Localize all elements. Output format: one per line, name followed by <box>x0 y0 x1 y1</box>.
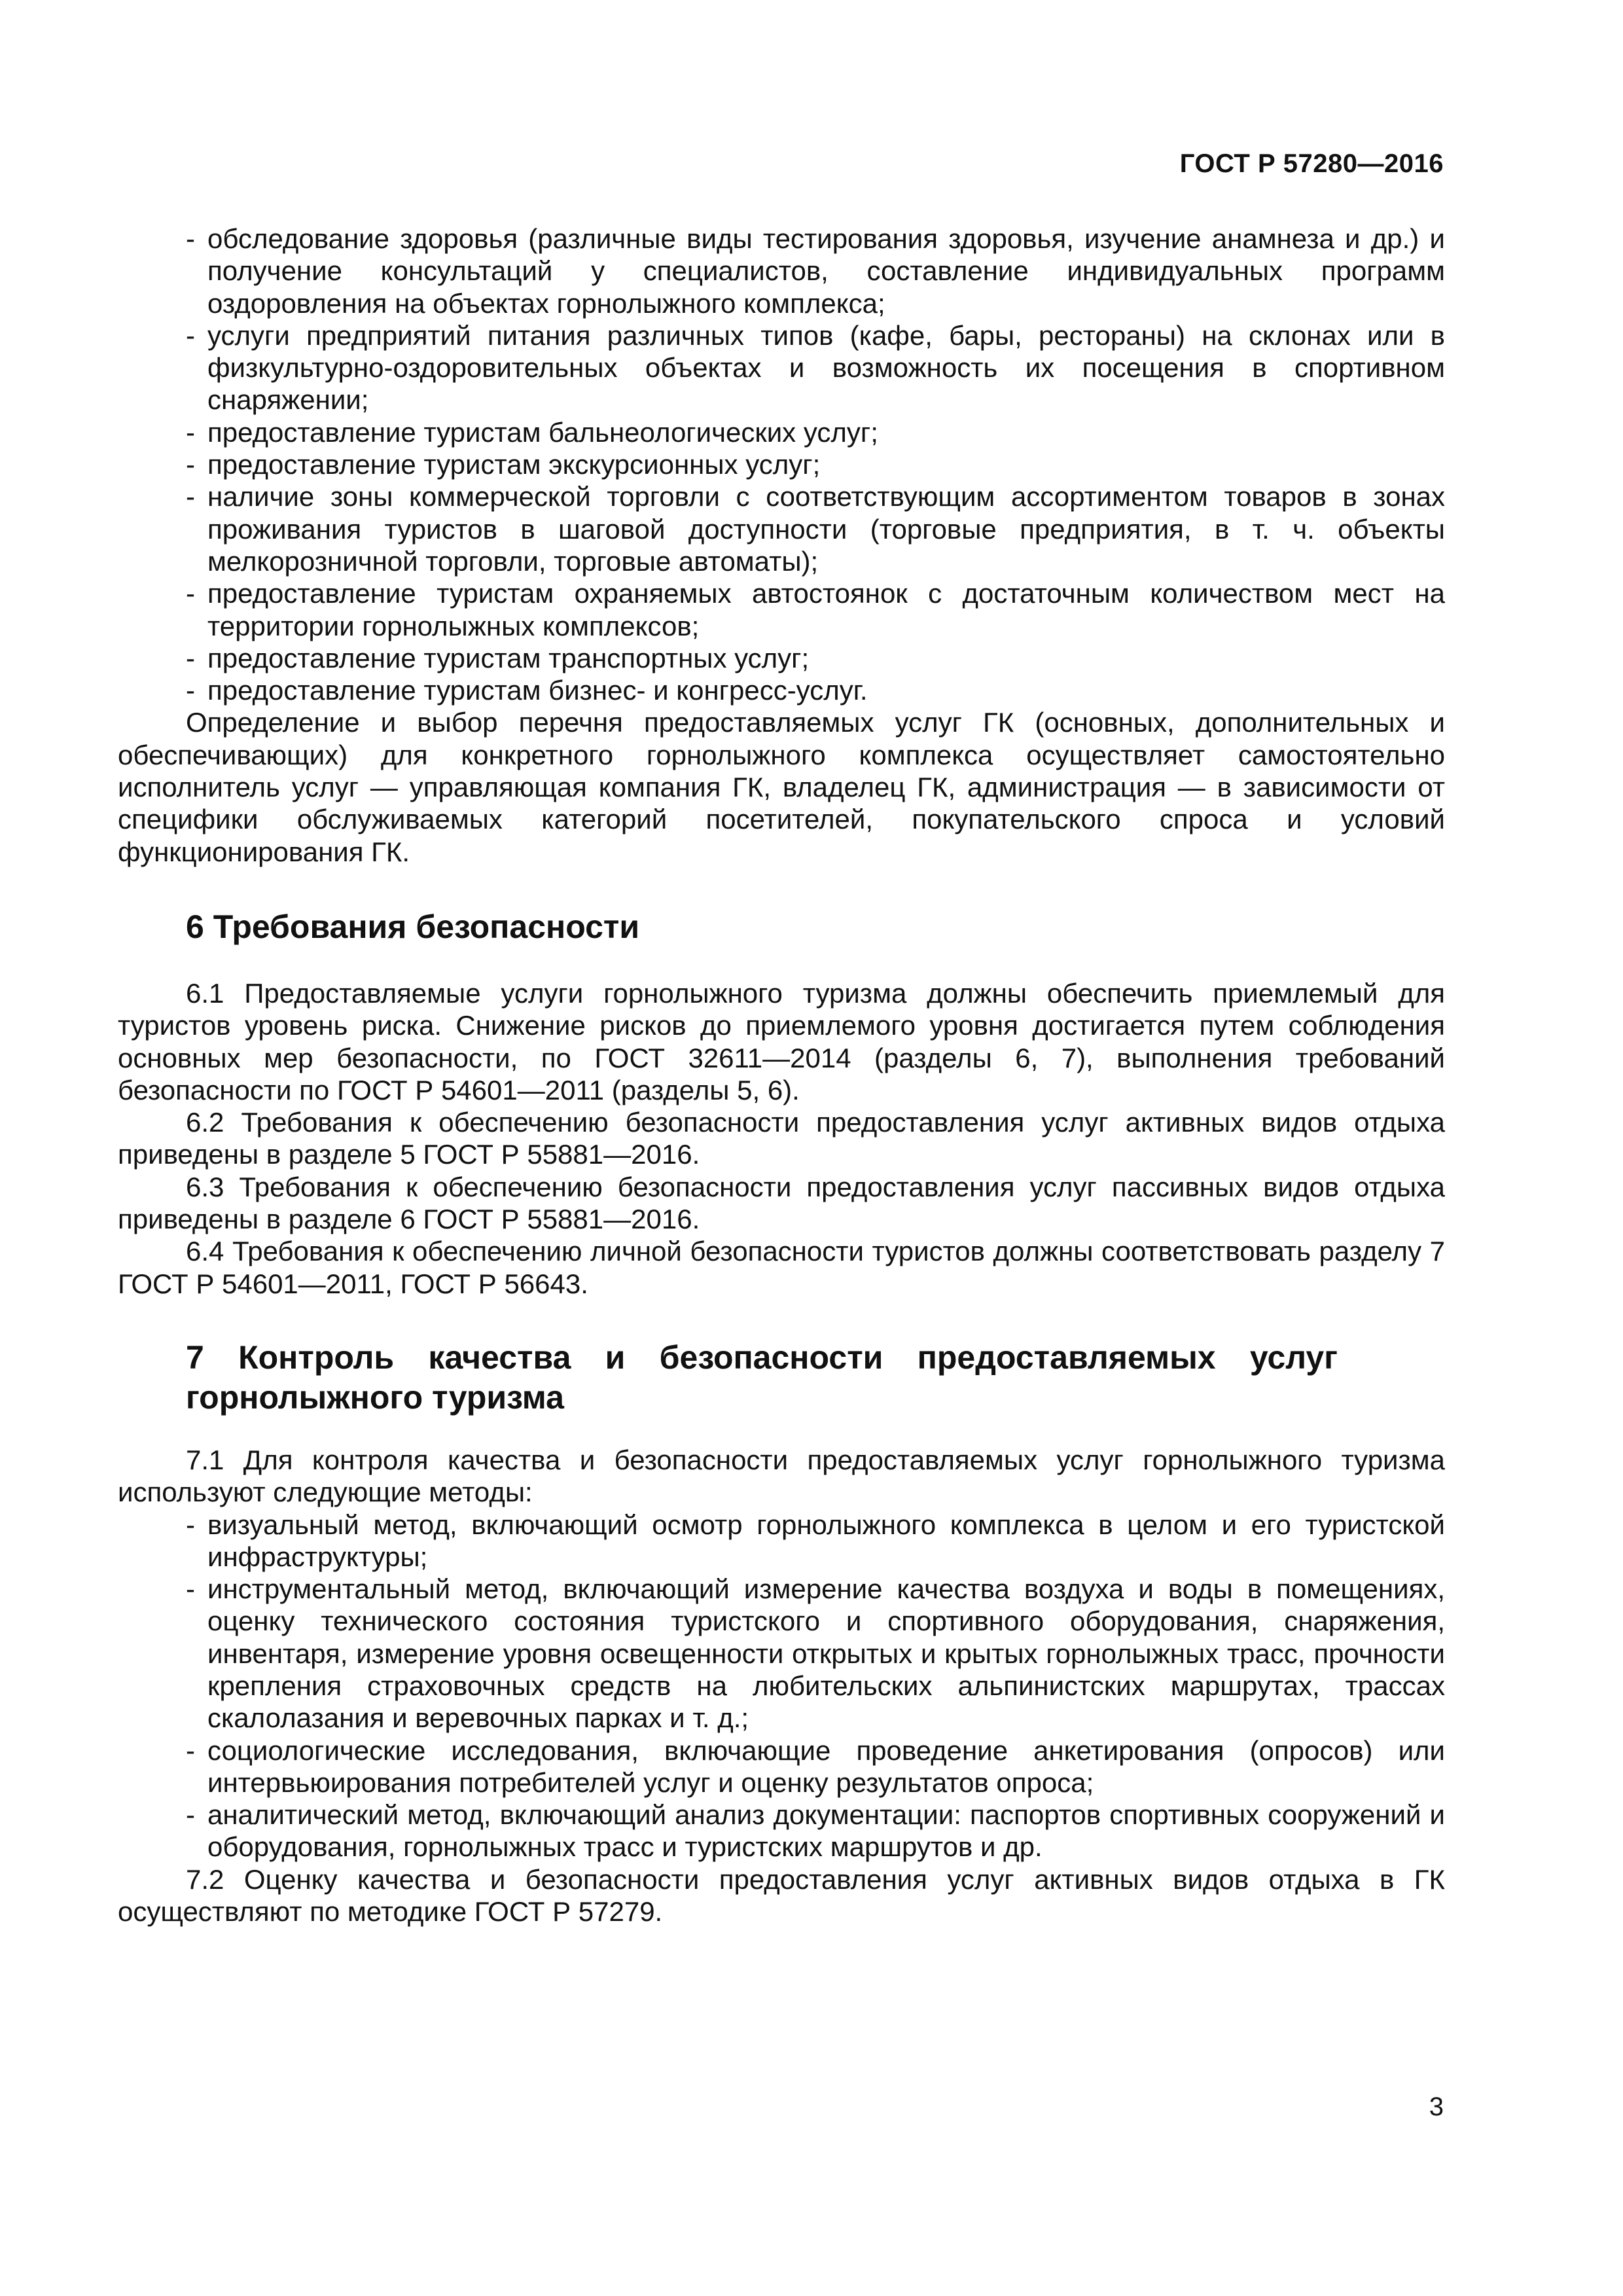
definition-paragraph: Определение и выбор перечня предоставляемых услуг ГК (основных, дополнительных и обеспечивающих) для конкретного горнолыжного комплекса осуществляет самостоятельно исполнитель услуг — управляющая компания ГК, владелец ГК, администрация — в зависимости от специфики обслуживаемых категорий посетителей, покупательского спроса и условий функционирования ГК. <box>118 707 1445 867</box>
list-item: - предоставление туристам охраняемых автостоянок с достаточным количеством мест на территории горнолыжных комплексов; <box>118 577 1445 642</box>
list-item: - предоставление туристам бальнеологических услуг; <box>118 416 1445 448</box>
list-item: - аналитический метод, включающий анализ документации: паспортов спортивных сооружений и оборудования, горнолыжных трасс и туристских маршрутов и др. <box>118 1799 1445 1863</box>
methods-list <box>118 1509 1445 1863</box>
section-7-heading: 7 Контроль качества и безопасности предоставляемых услуг горнолыжного туризма <box>186 1338 1338 1416</box>
page-body <box>118 223 1445 1928</box>
section-6-heading: 6 Требования безопасности <box>186 908 640 945</box>
list-item: - инструментальный метод, включающий измерение качества воздуха и воды в помещениях, оценку технического состояния туристского и спортивного оборудования, снаряжения, инвентаря, измерение уровня освещенности открытых и крытых горнолыжных трасс, прочности крепления страховочных средств на любительских альпинистских маршрутах, трассах скалолазания и веревочных парках и т. д.; <box>118 1573 1445 1734</box>
list-item: - обследование здоровья (различные виды тестирования здоровья, изучение анамнеза и др.) и получение консультаций у специалистов, составление индивидуальных программ оздоровления на объектах горнолыжного комплекса; <box>118 223 1445 319</box>
list-item: - социологические исследования, включающие проведение анкетирования (опросов) или интервьюирования потребителей услуг и оценку результатов опроса; <box>118 1734 1445 1799</box>
paragraph-7-2: 7.2 Оценку качества и безопасности предоставления услуг активных видов отдыха в ГК осуществляют по методике ГОСТ Р 57279. <box>118 1863 1445 1928</box>
list-item: - предоставление туристам транспортных услуг; <box>118 642 1445 674</box>
paragraph-6-4: 6.4 Требования к обеспечению личной безопасности туристов должны соответствовать разделу 7 ГОСТ Р 54601—2011, ГОСТ Р 56643. <box>118 1236 1445 1299</box>
paragraph-7-1: 7.1 Для контроля качества и безопасности предоставляемых услуг горнолыжного туризма используют следующие методы: <box>118 1444 1445 1508</box>
paragraph-6-1: 6.1 Предоставляемые услуги горнолыжного туризма должны обеспечить приемлемый для туристов уровень риска. Снижение рисков до приемлемого уровня достигается путем соблюдения основных мер безопасности, по ГОСТ 32611—2014 (разделы 6, 7), выполнения требований безопасности по ГОСТ Р 54601—2011 (разделы 5, 6). <box>118 977 1445 1105</box>
paragraph-6-3: 6.3 Требования к обеспечению безопасности предоставления услуг пассивных видов отдыха приведены в разделе 6 ГОСТ Р 55881—2016. <box>118 1171 1445 1235</box>
list-item: - предоставление туристам бизнес- и конгресс-услуг. <box>118 674 1445 706</box>
document-code: ГОСТ Р 57280—2016 <box>1179 149 1444 178</box>
list-item: - услуги предприятий питания различных типов (кафе, бары, рестораны) на склонах или в физкультурно-оздоровительных объектах и возможность их посещения в спортивном снаряжении; <box>118 319 1445 416</box>
list-item: - предоставление туристам экскурсионных услуг; <box>118 448 1445 480</box>
page-number: 3 <box>1429 2092 1444 2121</box>
services-list <box>118 223 1445 706</box>
paragraph-6-2: 6.2 Требования к обеспечению безопасности предоставления услуг активных видов отдыха приведены в разделе 5 ГОСТ Р 55881—2016. <box>118 1107 1445 1170</box>
list-item: - визуальный метод, включающий осмотр горнолыжного комплекса в целом и его туристской инфраструктуры; <box>118 1509 1445 1573</box>
list-item: - наличие зоны коммерческой торговли с соответствующим ассортиментом товаров в зонах проживания туристов в шаговой доступности (торговые предприятия, в т. ч. объекты мелкорозничной торговли, торговые автоматы); <box>118 480 1445 577</box>
